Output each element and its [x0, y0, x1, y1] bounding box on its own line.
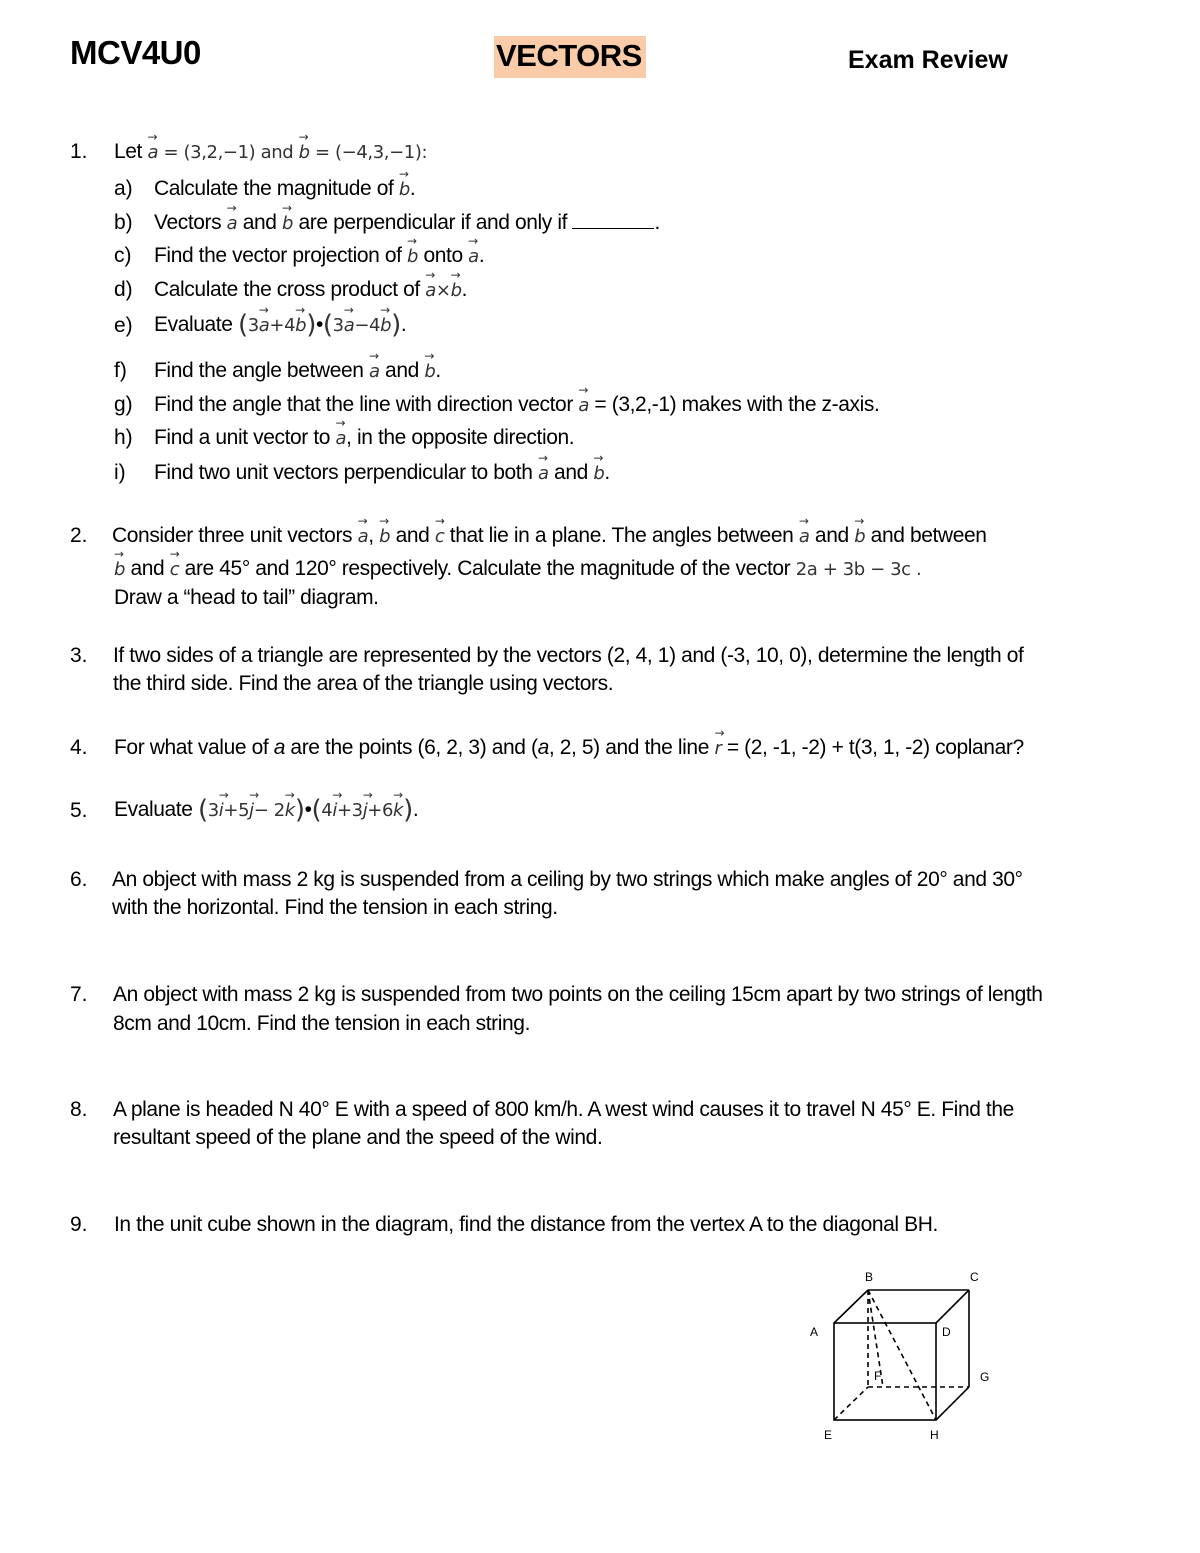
vector-c: → c	[435, 526, 445, 547]
question-number: 9.	[70, 1213, 88, 1236]
q1-part-a: Calculate the magnitude of → b.	[154, 177, 415, 201]
q7-line-2: 8cm and 10cm. Find the tension in each string.	[113, 1012, 531, 1035]
part-text: Calculate the magnitude of	[154, 177, 399, 200]
part-label: f)	[114, 359, 127, 382]
q6-line-2: with the horizontal. Find the tension in each string.	[112, 896, 558, 919]
part-text: and	[237, 211, 283, 234]
vector-b: → b	[424, 361, 435, 382]
part-text: and	[548, 461, 594, 484]
vector-a: → a	[358, 526, 369, 547]
vertex-label-f: F	[874, 1369, 882, 1383]
question-number: 1.	[70, 140, 88, 163]
variable-a: a	[273, 736, 285, 759]
q1-part-c: Find the vector projection of → b onto → a.	[154, 244, 484, 268]
part-text: Vectors	[154, 211, 227, 234]
vector-a: → a	[344, 315, 355, 336]
page-title: VECTORS	[494, 36, 646, 78]
question-number: 3.	[70, 644, 88, 667]
coefficient: +5	[223, 800, 250, 821]
q2-text: that lie in a plane. The angles between	[444, 524, 799, 547]
vector-b: → b	[295, 315, 306, 336]
unit-vector-i: → i	[332, 800, 337, 821]
part-text: Find the angle between	[154, 359, 369, 382]
unit-cube-diagram	[800, 1262, 1010, 1452]
question-number: 7.	[70, 983, 88, 1006]
part-text: are perpendicular if and only if	[293, 211, 573, 234]
vector-a: → a	[799, 526, 810, 547]
cube-hidden-edge	[834, 1387, 868, 1420]
vertex-label-d: D	[942, 1325, 951, 1339]
vector-b: → b	[593, 463, 604, 484]
unit-vector-j: → j	[363, 800, 368, 821]
q4-text: are the points (6, 2, 3) and (	[285, 736, 538, 759]
coefficient: +3	[336, 800, 363, 821]
q2-text: are 45° and 120° respectively. Calculate the magnitude of the vector	[179, 557, 796, 580]
part-text: = (3,2,-1) makes with the z-axis.	[589, 393, 880, 416]
part-text: Find the angle that the line with direction vector	[154, 393, 579, 416]
part-text: Find a unit vector to	[154, 426, 336, 449]
vector-b: → b	[282, 213, 293, 234]
part-label: c)	[114, 244, 132, 267]
q2-text: and	[125, 557, 170, 580]
question-number: 2.	[70, 524, 88, 547]
part-text: Evaluate	[154, 313, 238, 336]
vertex-label-a: A	[810, 1325, 819, 1339]
unit-vector-i: → i	[219, 800, 224, 821]
part-text: Find the vector projection of	[154, 244, 407, 267]
coefficient: 4	[321, 800, 333, 821]
question-number: 5.	[70, 799, 88, 822]
q2-text: and	[390, 524, 435, 547]
q4-text: For what value of	[114, 736, 274, 759]
q2-line-3: Draw a “head to tail” diagram.	[114, 586, 379, 609]
q2-text: and	[809, 524, 855, 547]
unit-vector-k: → k	[285, 800, 295, 821]
cross-symbol: ×	[435, 280, 451, 301]
vector-b-value: = (−4,3,−1):	[315, 142, 428, 163]
part-label: a)	[114, 177, 133, 200]
vector-b: → b	[399, 179, 410, 200]
vertex-label-b: B	[865, 1270, 874, 1284]
vector-b: → b	[299, 142, 310, 163]
part-label: i)	[114, 461, 126, 484]
vector-a: → a	[538, 463, 549, 484]
unit-vector-j: → j	[249, 800, 254, 821]
vector-b: → b	[380, 315, 391, 336]
dot-symbol: •	[315, 313, 323, 336]
vector-a: → a	[227, 213, 238, 234]
q3-line-1: If two sides of a triangle are represented by the vectors (2, 4, 1) and (-3, 10, 0), determine the length of	[113, 644, 1024, 667]
q2-line-2	[114, 557, 921, 581]
coefficient: −4	[354, 315, 381, 336]
q4-text: , 2, 5) and the line	[548, 736, 715, 759]
coefficient: − 2	[253, 800, 285, 821]
stem-text: Let	[114, 140, 148, 163]
vector-b: → b	[379, 526, 390, 547]
vertex-label-h: H	[930, 1428, 939, 1442]
part-text: Find two unit vectors perpendicular to both	[154, 461, 538, 484]
q5-line: Evaluate (3→ i+5→ j− 2→ k)•(4→ i+3→ j+6→ k).	[114, 795, 418, 825]
coefficient: +6	[367, 800, 394, 821]
part-text: , in the opposite direction.	[346, 426, 575, 449]
vector-a: → a	[147, 142, 158, 163]
vector-a: → a	[578, 395, 589, 416]
vector-c: → c	[170, 559, 180, 580]
q8-line-1: A plane is headed N 40° E with a speed of 800 km/h. A west wind causes it to travel N 45° E. Find the	[113, 1098, 1014, 1121]
coefficient: 3	[207, 800, 219, 821]
vector-a-value: = (3,2,−1) and	[163, 142, 299, 163]
part-text: onto	[418, 244, 469, 267]
vector-b: → b	[114, 559, 125, 580]
q1-part-h	[154, 426, 574, 450]
q1-part-e: Evaluate (3→ a+4→ b)•(3→ a−4→ b).	[154, 310, 406, 340]
coefficient: 3	[247, 315, 259, 336]
vector-r: → r	[714, 738, 721, 759]
question-number: 6.	[70, 868, 88, 891]
q6-line-1: An object with mass 2 kg is suspended from a ceiling by two strings which make angles of 20° and 30°	[112, 868, 1023, 891]
vertex-label-c: C	[970, 1270, 979, 1284]
q1-part-g	[154, 393, 879, 417]
course-code: MCV4U0	[70, 34, 201, 71]
q7-line-1: An object with mass 2 kg is suspended from two points on the ceiling 15cm apart by two strings of length	[113, 983, 1043, 1006]
vertex-label-g: G	[980, 1370, 990, 1384]
q1-stem	[114, 140, 427, 164]
answer-blank[interactable]	[572, 214, 654, 229]
q8-line-2: resultant speed of the plane and the speed of the wind.	[113, 1126, 603, 1149]
vector-a: → a	[259, 315, 270, 336]
cube-edge	[936, 1290, 969, 1323]
q1-part-f: Find the angle between → a and → b.	[154, 359, 441, 383]
q4-line	[114, 736, 1024, 760]
q2-text: and between	[865, 524, 987, 547]
q1-part-b: Vectors → a and → b are perpendicular if and only if .	[154, 211, 660, 235]
vector-b: → b	[451, 280, 462, 301]
period: .	[400, 313, 407, 336]
part-label: e)	[114, 314, 133, 337]
q1-part-d: Calculate the cross product of → a×→ b.	[154, 278, 467, 302]
q3-line-2: the third side. Find the area of the triangle using vectors.	[113, 672, 614, 695]
part-label: h)	[114, 426, 133, 449]
vector-expression: 2a + 3b − 3c .	[795, 559, 922, 580]
cube-edge	[834, 1290, 868, 1323]
vertex-label-e: E	[824, 1428, 833, 1442]
question-number: 8.	[70, 1098, 88, 1121]
coefficient: +4	[269, 315, 296, 336]
part-label: b)	[114, 211, 133, 234]
question-number: 4.	[70, 736, 88, 759]
q2-text: Consider three unit vectors	[112, 524, 358, 547]
coefficient: 3	[332, 315, 344, 336]
q1-part-i: Find two unit vectors perpendicular to both → a and → b.	[154, 461, 610, 485]
vector-a: → a	[425, 280, 436, 301]
part-text: Calculate the cross product of	[154, 278, 426, 301]
unit-vector-k: → k	[393, 800, 403, 821]
q4-text: = (2, -1, -2) + t(3, 1, -2) coplanar?	[721, 736, 1024, 759]
q2-line-1: Consider three unit vectors → a, → b and → c that lie in a plane. The angles between → a and → b and between	[112, 524, 987, 548]
vector-a: → a	[468, 246, 479, 267]
part-text: and	[379, 359, 425, 382]
page-subtitle: Exam Review	[848, 46, 1008, 74]
q5-text: Evaluate	[114, 798, 198, 821]
q9-line: In the unit cube shown in the diagram, find the distance from the vertex A to the diagonal BH.	[114, 1213, 938, 1236]
vector-b: → b	[407, 246, 418, 267]
part-label: g)	[114, 393, 133, 416]
vector-b: → b	[854, 526, 865, 547]
part-label: d)	[114, 278, 133, 301]
cube-edge	[936, 1387, 969, 1420]
variable-a: a	[537, 736, 549, 759]
vector-a: → a	[335, 428, 346, 449]
dot-symbol: •	[304, 798, 312, 821]
vector-a: → a	[369, 361, 380, 382]
